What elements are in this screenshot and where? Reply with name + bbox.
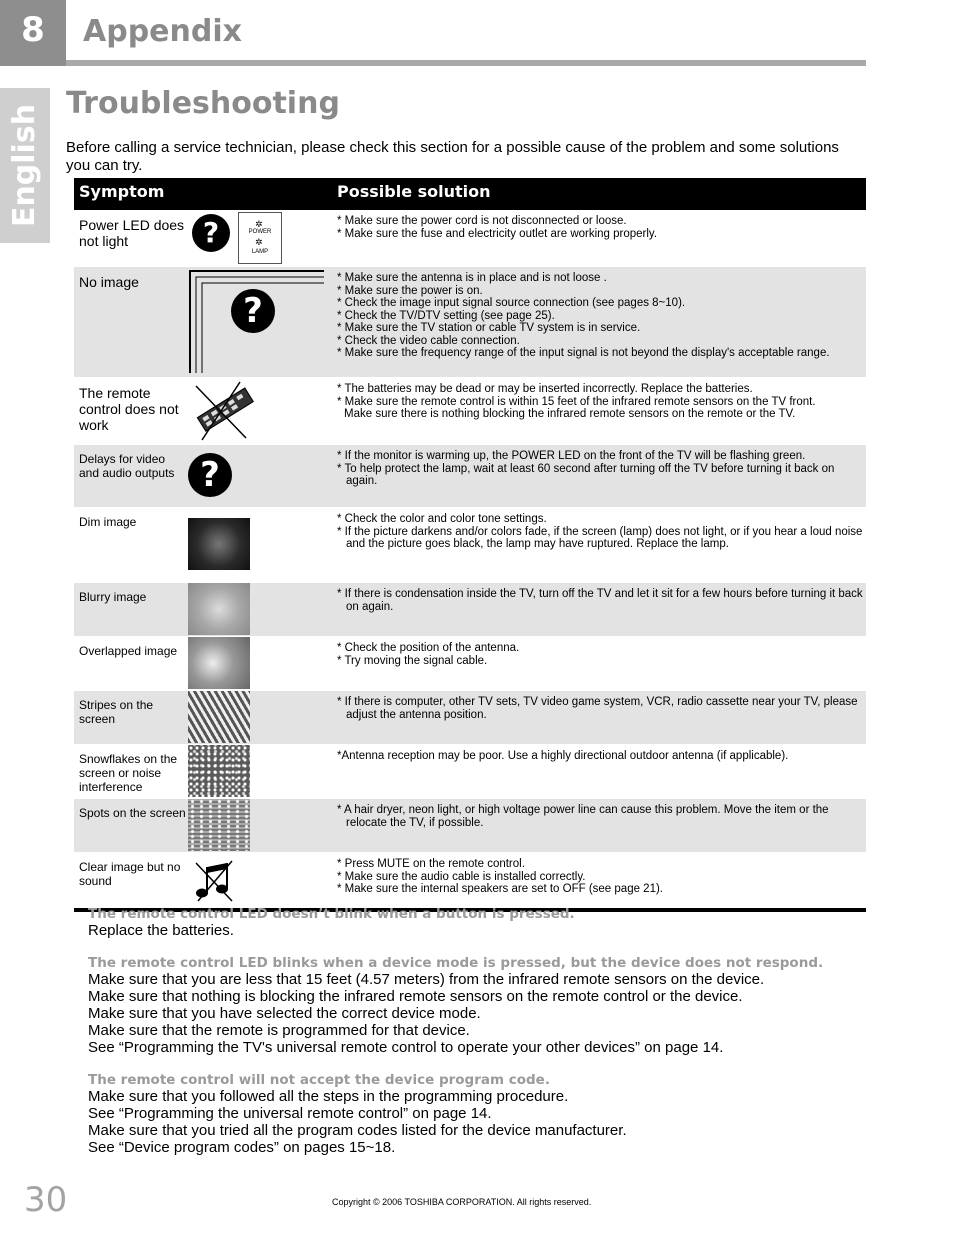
table-header [74, 178, 866, 210]
table-row [74, 637, 866, 691]
solution-list: * If there is computer, other TV sets, TV video game system, VCR, radio cassette near your TV, please adjust the antenna position. [337, 696, 858, 721]
note-line: See “Programming the universal remote control” on page 14. [88, 1105, 492, 1122]
note-line: Make sure that nothing is blocking the infrared remote sensors on the remote control or the device. [88, 988, 743, 1005]
symptom-text: Blurry image [79, 590, 147, 604]
copyright-notice: Copyright © 2006 TOSHIBA CORPORATION. All rights reserved. [332, 1197, 592, 1207]
solution-list: * Check the position of the antenna. * Try moving the signal cable. [337, 642, 520, 667]
question-icon: ? [231, 289, 275, 333]
power-led-label: POWER [248, 229, 272, 235]
solution-list: * Make sure the power cord is not disconnected or loose. * Make sure the fuse and electricity outlet are working properly. [337, 215, 658, 240]
symptom-text: Dim image [79, 515, 137, 529]
dim-flower-photo [188, 518, 250, 570]
table-row [74, 445, 866, 508]
solution-list: *Antenna reception may be poor. Use a highly directional outdoor antenna (if applicable). [337, 750, 789, 762]
solution-list: * The batteries may be dead or may be inserted incorrectly. Replace the batteries. * Make sure the remote control is within 15 feet of the infrared remote sensors on the TV front. Make sure there is nothing blocking the infrared remote sensors on the remote or the TV. [337, 383, 816, 420]
note-heading: The remote control LED doesn’t blink when a button is pressed. [88, 906, 575, 922]
symptom-text: Stripes on the screen [79, 698, 154, 726]
symptom-text: Delays for video and audio outputs [79, 452, 175, 480]
snow-noise-photo [188, 745, 250, 797]
solution-list: * If the monitor is warming up, the POWER LED on the front of the TV will be flashing green. * To help protect the lamp, wait at least 60 second after turning off the TV before turning it back on again. [337, 450, 835, 487]
page-title: Troubleshooting [66, 86, 340, 121]
led-panel-icon: ✲ POWER ✲ LAMP [238, 212, 282, 264]
symptom-text: No image [79, 274, 139, 290]
table-row [74, 691, 866, 745]
symptom-text: Spots on the screen [79, 806, 186, 820]
note-line: Make sure that you followed all the steps in the programming procedure. [88, 1088, 569, 1105]
table-row [74, 853, 866, 908]
chapter-rule [66, 60, 866, 66]
note-line: See “Device program codes” on pages 15~18. [88, 1139, 396, 1156]
table-row [74, 267, 866, 378]
note-line: Make sure that you tried all the program codes listed for the device manufacturer. [88, 1122, 627, 1139]
question-icon: ? [192, 214, 230, 252]
symptom-text: Overlapped image [79, 644, 178, 658]
page-number: 30 [24, 1180, 68, 1220]
note-line: See “Programming the TV's universal remote control to operate your other devices” on page 14. [88, 1039, 724, 1056]
table-row [74, 799, 866, 853]
table-row [74, 210, 866, 267]
note-line: Make sure that the remote is programmed for that device. [88, 1022, 470, 1039]
table-row [74, 378, 866, 445]
symptom-text: The remote control does not work [79, 385, 179, 433]
table-row [74, 583, 866, 637]
symptom-text: Clear image but no sound [79, 860, 181, 888]
note-heading: The remote control LED blinks when a device mode is pressed, but the device does not respond. [88, 955, 824, 971]
symptom-text: Power LED does not light [79, 217, 185, 249]
solution-list: * Make sure the antenna is in place and is not loose . * Make sure the power is on. * Check the image input signal source connection (see pages 8~10). * Check the TV/DTV setting (see page 25). * Make sure the TV station or cable TV system is in service. * Check the video cable connection. * Make sure the frequency range of the input signal is not beyond the display's acceptable range. [337, 272, 830, 359]
chapter-number: 8 [0, 0, 66, 66]
table-row [74, 745, 866, 799]
spotted-photo [188, 799, 250, 851]
solution-list: * Press MUTE on the remote control. * Make sure the audio cable is installed correctly. * Make sure the internal speakers are set to OFF (see page 21). [337, 858, 663, 895]
crossed-remote-icon [190, 380, 260, 442]
solution-list: * A hair dryer, neon light, or high voltage power line can cause this problem. Move the item or the relocate the TV, if possible. [337, 804, 829, 829]
solution-list: * Check the color and color tone settings. * If the picture darkens and/or colors fade, if the screen (lamp) does not light, or if you hear a loud noise and the picture goes black, the lamp may have ruptured. Replace the lamp. [337, 513, 863, 550]
language-label: English [7, 103, 43, 228]
intro-paragraph: Before calling a service technician, please check this section for a possible cause of the problem and some solutions you can try. [66, 139, 839, 174]
striped-photo [188, 691, 250, 743]
overlapped-flower-photo [188, 637, 250, 689]
lamp-led-label: LAMP [251, 249, 269, 255]
blurry-flower-photo [188, 583, 250, 635]
muted-music-note-icon [192, 859, 238, 903]
troubleshooting-table [74, 178, 866, 912]
chapter-title: Appendix [83, 14, 242, 49]
solution-list: * If there is condensation inside the TV, turn off the TV and let it sit for a few hours before turning it back on again. [337, 588, 863, 613]
question-icon: ? [188, 453, 232, 497]
note-line: Make sure that you have selected the correct device mode. [88, 1005, 481, 1022]
column-header-solution: Possible solution [337, 182, 491, 201]
note-line: Make sure that you are less that 15 feet (4.57 meters) from the infrared remote sensors on the device. [88, 971, 765, 988]
note-line: Replace the batteries. [88, 922, 234, 939]
table-row [74, 508, 866, 583]
column-header-symptom: Symptom [79, 182, 165, 201]
language-side-tab [0, 88, 50, 243]
symptom-text: Snowflakes on the screen or noise interference [79, 752, 178, 794]
note-heading: The remote control will not accept the device program code. [88, 1072, 550, 1088]
remote-troubleshooting-notes [88, 906, 858, 1156]
